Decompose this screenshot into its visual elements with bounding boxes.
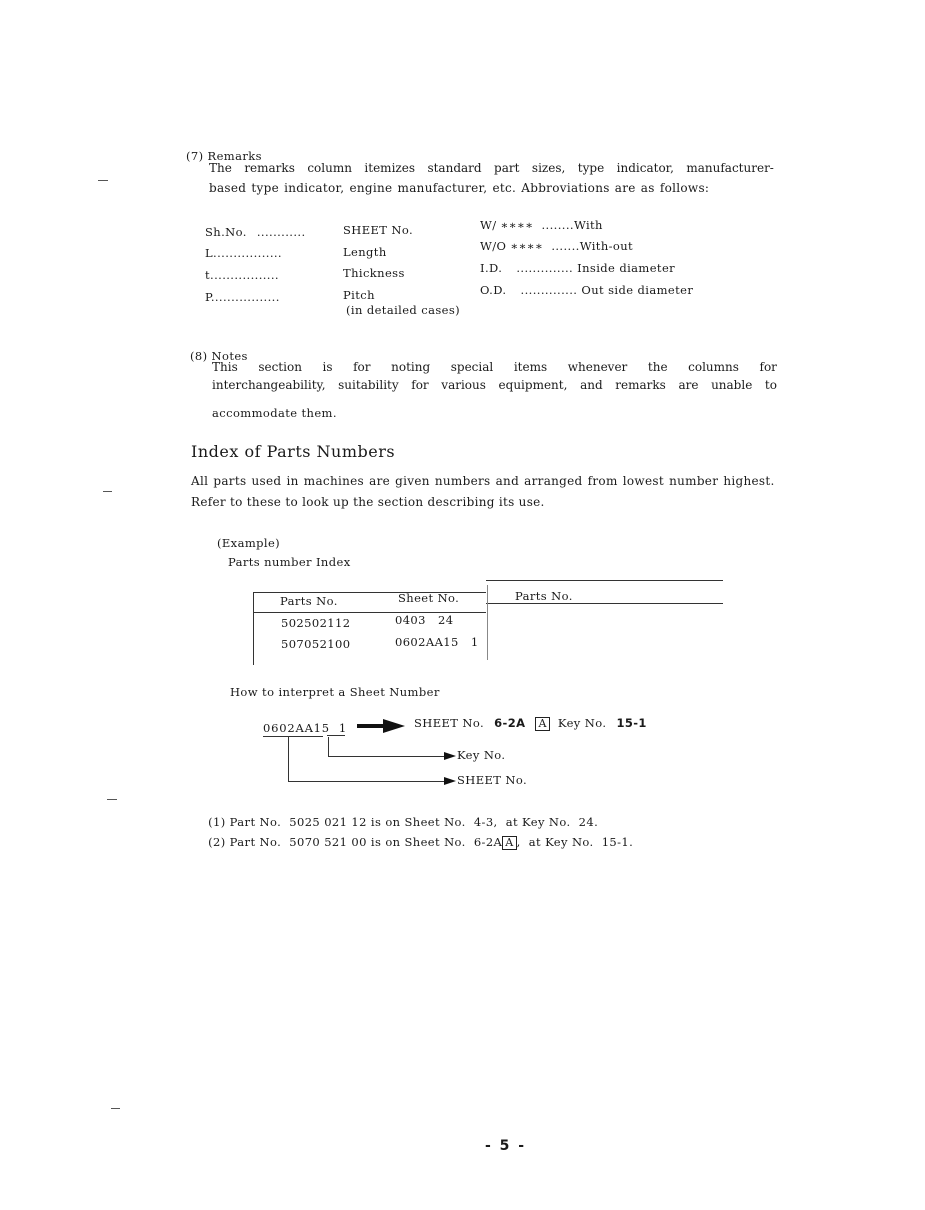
abbr-meaning: Pitch	[343, 288, 375, 302]
word: standard	[427, 161, 482, 175]
word: column	[307, 161, 352, 175]
connector-key	[328, 756, 446, 757]
word: part	[494, 161, 520, 175]
index-paragraph-line2: Refer to these to look up the section describing its use.	[191, 495, 545, 509]
word: type	[577, 161, 605, 175]
notes-paragraph-line2	[212, 378, 777, 392]
result-prefix: SHEET No.	[414, 716, 485, 730]
table-rule	[486, 603, 723, 604]
example-text: (1) Part No. 5025 021 12 is on Sheet No. 4-3, at Key No. 24.	[208, 815, 599, 829]
word: suitability	[338, 378, 399, 392]
arrow-right-icon	[357, 719, 405, 733]
table-header: Parts No.	[515, 589, 573, 603]
abbr-term: O.D.	[480, 283, 507, 297]
connector-key	[328, 737, 329, 756]
pointer-arrow-icon	[444, 777, 456, 785]
abbr-meaning: SHEET No.	[343, 223, 414, 237]
word: various	[441, 378, 486, 392]
underline-sheet	[263, 736, 323, 737]
abbr-term: P	[205, 290, 211, 304]
abbr-dots: ........	[541, 218, 574, 232]
result-key-label: Key No.	[557, 716, 607, 730]
word: whenever	[567, 360, 628, 374]
abbr-row	[205, 246, 282, 260]
word: itemizes	[364, 161, 415, 175]
abbr-dots: .................	[210, 290, 280, 304]
table-rule	[487, 585, 488, 660]
abbr-row	[480, 261, 675, 275]
example-label: (Example)	[217, 536, 281, 550]
margin-mark	[111, 1108, 120, 1109]
abbr-term: I.D.	[480, 261, 503, 275]
table-rule	[486, 580, 723, 581]
word: items	[513, 360, 548, 374]
abbr-row	[480, 239, 633, 253]
word: section	[258, 360, 302, 374]
margin-mark	[103, 491, 112, 492]
example-text: (2) Part No. 5070 521 00 is on Sheet No. 6-2A	[208, 835, 503, 849]
remarks-paragraph-line1	[209, 161, 774, 175]
word: special	[450, 360, 494, 374]
pointer-arrow-icon	[444, 752, 456, 760]
word: remarks	[244, 161, 295, 175]
abbr-term: t	[205, 268, 211, 282]
word: columns	[688, 360, 739, 374]
word: interchangeability,	[212, 378, 326, 392]
table-rule	[253, 592, 254, 665]
page-number: - 5 -	[485, 1138, 527, 1154]
word: sizes,	[531, 161, 566, 175]
word: manufacturer-	[686, 161, 774, 175]
abbr-meaning: Thickness	[343, 266, 405, 280]
word: The	[209, 161, 232, 175]
word: to	[764, 378, 777, 392]
abbr-dots: ..............	[520, 283, 578, 297]
notes-paragraph-line3: accommodate them.	[212, 406, 337, 420]
word: are	[678, 378, 699, 392]
word: and	[580, 378, 603, 392]
notes-paragraph-line1	[212, 360, 777, 374]
abbr-row	[205, 268, 279, 282]
abbr-meaning: With-out	[579, 239, 634, 253]
notes-heading: (8) Notes	[190, 349, 248, 363]
sheet-number-example: 0602AA15 1	[263, 721, 347, 735]
abbr-dots: ............	[256, 225, 306, 239]
abbr-meaning: Inside diameter	[577, 261, 676, 275]
example-box: A	[502, 836, 516, 850]
index-paragraph-line1: All parts used in machines are given numbers and arranged from lowest number highest.	[191, 474, 775, 488]
abbr-meaning: With	[573, 218, 603, 232]
word: the	[647, 360, 668, 374]
result-key: 15-1	[616, 716, 647, 730]
word: is	[322, 360, 333, 374]
abbr-term: L	[205, 246, 214, 260]
table-header: Parts No.	[280, 594, 338, 608]
word: noting	[391, 360, 431, 374]
remarks-heading: (7) Remarks	[186, 149, 262, 163]
result-box: A	[535, 717, 549, 731]
table-cell-sheet-no: 0403 24	[395, 613, 454, 627]
abbr-term: W/ ∗∗∗∗	[480, 218, 534, 232]
word: for	[353, 360, 371, 374]
table-caption: Parts number Index	[228, 555, 351, 569]
word: This	[212, 360, 238, 374]
table-cell-parts-no: 502502112	[281, 616, 351, 630]
remarks-paragraph-line2: based type indicator, engine manufacturer, etc. Abbroviations are as follows:	[209, 181, 710, 195]
abbr-dots: .................	[213, 246, 282, 260]
abbr-term: Sh.No.	[205, 225, 247, 239]
table-cell-sheet-no: 0602AA15 1	[395, 635, 479, 649]
index-title: Index of Parts Numbers	[191, 442, 396, 461]
underline-key	[327, 735, 345, 736]
abbr-row	[205, 290, 280, 304]
abbr-meaning: Length	[343, 245, 387, 259]
abbr-dots: ..............	[516, 261, 574, 275]
abbr-row	[205, 225, 306, 239]
connector-sheet	[288, 737, 289, 781]
abbr-meaning: Out side diameter	[581, 283, 694, 297]
example-text-suffix: , at Key No. 15-1.	[516, 835, 634, 849]
word: for	[759, 360, 777, 374]
word: unable	[711, 378, 753, 392]
interpret-caption: How to interpret a Sheet Number	[230, 685, 440, 699]
pointer-key-label: Key No.	[457, 748, 506, 762]
abbr-row	[480, 283, 693, 297]
connector-sheet	[288, 781, 446, 782]
pointer-sheet-label: SHEET No.	[457, 773, 528, 787]
word: indicator,	[616, 161, 674, 175]
example-item-2	[200, 821, 633, 850]
abbr-term: W/O ∗∗∗∗	[480, 239, 544, 253]
interpret-result	[414, 716, 647, 731]
abbr-row	[480, 218, 603, 232]
table-header: Sheet No.	[398, 591, 460, 605]
margin-mark	[98, 180, 108, 181]
table-cell-parts-no: 507052100	[281, 637, 351, 651]
word: for	[411, 378, 429, 392]
word: remarks	[615, 378, 666, 392]
abbr-pitch-note: (in detailed cases)	[346, 303, 461, 317]
result-sheet: 6-2A	[494, 716, 526, 730]
word: equipment,	[498, 378, 568, 392]
abbr-dots: .................	[210, 268, 279, 282]
abbr-dots: .......	[551, 239, 580, 253]
margin-mark	[107, 799, 117, 800]
